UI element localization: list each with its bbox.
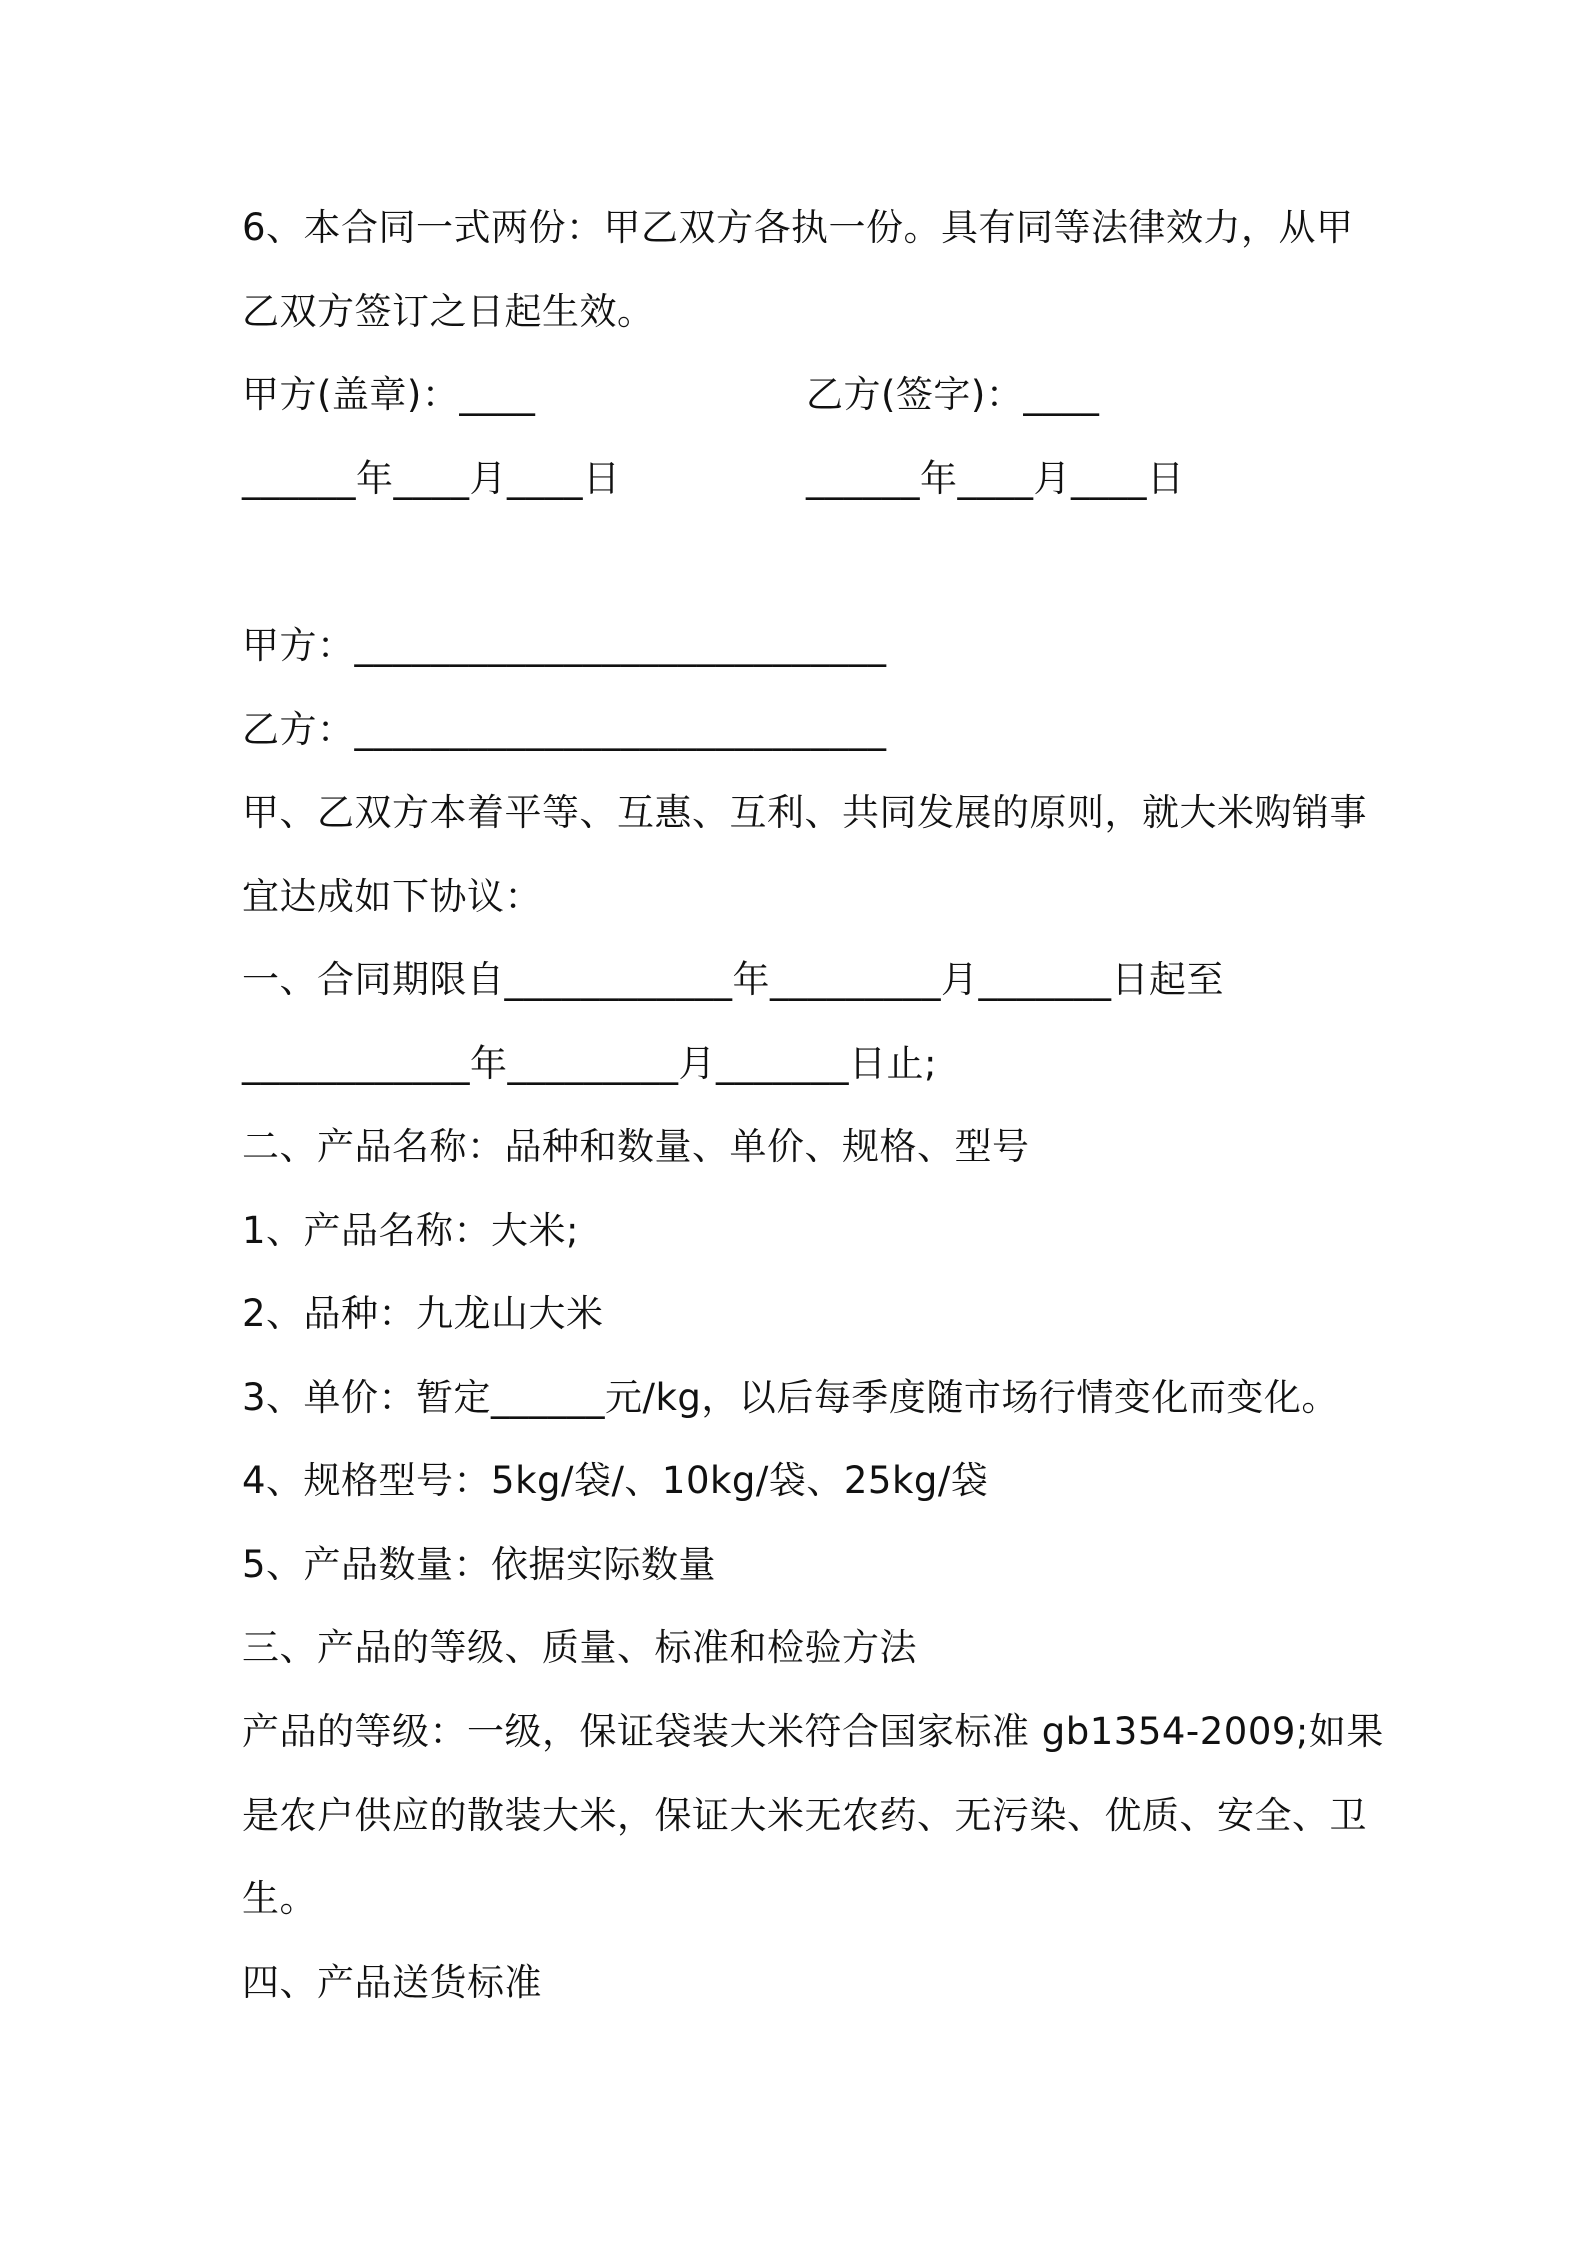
grade-line2: 是农户供应的散装大米，保证大米无农药、无污染、优质、安全、卫: [242, 1794, 1367, 1837]
section3-title: 三、产品的等级、质量、标准和检验方法: [242, 1626, 917, 1669]
clause6-line1: 6、本合同一式两份：甲乙双方各执一份。具有同等法律效力，从甲: [242, 206, 1354, 249]
section2-title: 二、产品名称：品种和数量、单价、规格、型号: [242, 1125, 1030, 1168]
party-b-line: 乙方：____________________________: [242, 708, 887, 751]
grade-line3: 生。: [242, 1877, 317, 1920]
grade-line1: 产品的等级：一级，保证袋装大米符合国家标准 gb1354-2009;如果: [242, 1710, 1384, 1753]
party-a-line: 甲方：____________________________: [242, 624, 887, 667]
section4-title: 四、产品送货标准: [242, 1961, 542, 2004]
item3: 3、单价：暂定______元/kg，以后每季度随市场行情变化而变化。: [242, 1376, 1339, 1419]
date-right: ______年____月____日: [806, 457, 1185, 500]
party-b-sign: 乙方(签字)：____: [806, 373, 1100, 416]
intro-line1: 甲、乙双方本着平等、互惠、互利、共同发展的原则，就大米购销事: [242, 791, 1367, 834]
item2: 2、品种：九龙山大米: [242, 1292, 604, 1335]
item1: 1、产品名称：大米;: [242, 1209, 580, 1252]
item5: 5、产品数量：依据实际数量: [242, 1543, 717, 1586]
clause6-line2: 乙双方签订之日起生效。: [242, 290, 655, 333]
item4: 4、规格型号：5kg/袋/、10kg/袋、25kg/袋: [242, 1459, 989, 1502]
party-a-seal: 甲方(盖章)：____: [242, 373, 536, 416]
term-line1: 一、合同期限自____________年_________月_______日起至: [242, 958, 1224, 1001]
intro-line2: 宜达成如下协议：: [242, 875, 542, 918]
term-line2: ____________年_________月_______日止;: [242, 1042, 937, 1085]
date-left: ______年____月____日: [242, 457, 621, 500]
